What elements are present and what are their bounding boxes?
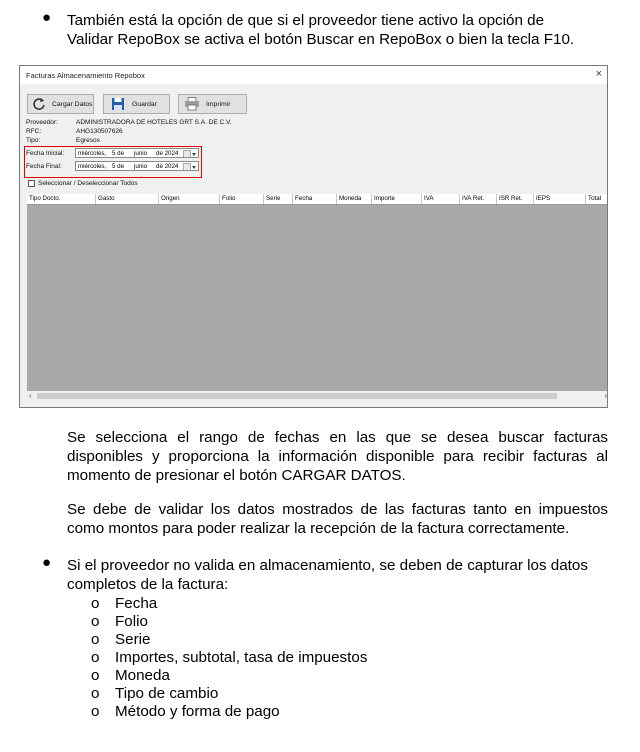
save-icon [111, 97, 125, 111]
fecha-final-day: 5 de [112, 163, 125, 170]
list-item [91, 612, 451, 631]
column-header[interactable]: Importe [372, 194, 422, 204]
list-item-text: Moneda [115, 667, 170, 684]
cargar-datos-label: Cargar Datos [52, 101, 93, 108]
proveedor-value: ADMINISTRADORA DE HOTELES GRT S.A. DE C.V. [76, 119, 232, 126]
scroll-left-icon[interactable]: ‹ [29, 391, 32, 400]
column-header[interactable]: IEPS [534, 194, 586, 204]
list-item [91, 648, 451, 667]
list-item-text: Método y forma de pago [115, 703, 280, 720]
list-marker: o [91, 667, 100, 684]
bullet2-line-2: completos de la factura: [67, 576, 229, 593]
scroll-thumb[interactable] [37, 393, 557, 399]
select-all-checkbox[interactable] [28, 180, 35, 187]
bullet-dot: ● [42, 9, 52, 26]
list-marker: o [91, 649, 100, 666]
embedded-screenshot [19, 65, 608, 408]
date-range-highlight [24, 146, 202, 178]
list-item-text: Tipo de cambio [115, 685, 219, 702]
tipo-value: Egresos [76, 137, 100, 144]
imprimir-label: Imprimir [206, 101, 231, 108]
list-item [91, 702, 451, 721]
fecha-final-label: Fecha Final: [26, 163, 62, 170]
guardar-label: Guardar [132, 101, 157, 108]
paragraph-date-range: Se selecciona el rango de fechas en las que se desea buscar facturas disponibles y proporciona la información disponible para recibir facturas al momento de presionar el botón CARGAR DATOS. [67, 429, 608, 484]
window-titlebar [20, 66, 607, 84]
list-marker: o [91, 685, 100, 702]
intro-line-1: También está la opción de que si el proveedor tiene activo la opción de [67, 12, 545, 29]
fecha-inicial-day: 5 de [112, 150, 125, 157]
bullet-dot: ● [42, 554, 52, 571]
column-header[interactable]: Moneda [337, 194, 372, 204]
paragraph-validate: Se debe de validar los datos mostrados de las facturas tanto en impuestos como montos para poder realizar la recepción de la factura correctamente. [67, 501, 608, 537]
fecha-final-weekday: miércoles, [78, 163, 107, 170]
horizontal-scrollbar[interactable] [27, 391, 608, 401]
list-item [91, 666, 451, 685]
tipo-label: Tipo: [26, 137, 41, 144]
list-item [91, 684, 451, 703]
list-marker: o [91, 703, 100, 720]
cargar-datos-button[interactable] [27, 94, 94, 114]
column-header[interactable]: Fecha [293, 194, 337, 204]
imprimir-button[interactable] [178, 94, 247, 114]
fecha-inicial-year: de 2024 [156, 150, 179, 157]
column-header[interactable]: ISR Ret. [497, 194, 534, 204]
column-header[interactable]: Serie [264, 194, 293, 204]
fecha-inicial-month: junio [134, 150, 148, 157]
bullet2-line-1: Si el proveedor no valida en almacenamiento, se deben de capturar los datos [67, 557, 588, 574]
printer-icon [184, 97, 200, 111]
refresh-icon [32, 97, 46, 111]
grid-header [27, 194, 608, 205]
fecha-inicial-label: Fecha Inicial: [26, 150, 65, 157]
list-marker: o [91, 595, 100, 612]
column-header[interactable]: Gasto [96, 194, 159, 204]
column-header[interactable]: IVA [422, 194, 460, 204]
column-header[interactable]: Total [586, 194, 608, 204]
fecha-final-year: de 2024 [156, 163, 179, 170]
list-item-text: Importes, subtotal, tasa de impuestos [115, 649, 368, 666]
list-marker: o [91, 631, 100, 648]
list-item-text: Folio [115, 613, 148, 630]
invoice-grid[interactable] [27, 194, 608, 401]
invoice-fields-list [91, 594, 451, 729]
list-item [91, 630, 451, 649]
column-header[interactable]: IVA Ret. [460, 194, 497, 204]
column-header[interactable]: Tipo Docto. [27, 194, 96, 204]
column-header[interactable]: Origen [159, 194, 220, 204]
window-title: Facturas Almacenamiento Repobox [26, 71, 145, 80]
fecha-final-month: junio [134, 163, 148, 170]
list-item-text: Fecha [115, 595, 158, 612]
list-marker: o [91, 613, 100, 630]
select-all-label: Seleccionar / Deseleccionar Todos [38, 180, 138, 187]
fecha-inicial-weekday: miércoles, [78, 150, 107, 157]
list-item [91, 594, 451, 613]
scroll-right-icon[interactable]: › [604, 391, 607, 400]
list-item-text: Serie [115, 631, 151, 648]
guardar-button[interactable] [103, 94, 170, 114]
proveedor-label: Proveedor: [26, 119, 58, 126]
rfc-value: AHG130507626 [76, 128, 123, 135]
close-icon[interactable]: × [595, 68, 602, 80]
column-header[interactable]: Folio [220, 194, 264, 204]
rfc-label: RFC: [26, 128, 42, 135]
intro-line-2: Validar RepoBox se activa el botón Buscar en RepoBox o bien la tecla F10. [67, 31, 575, 48]
